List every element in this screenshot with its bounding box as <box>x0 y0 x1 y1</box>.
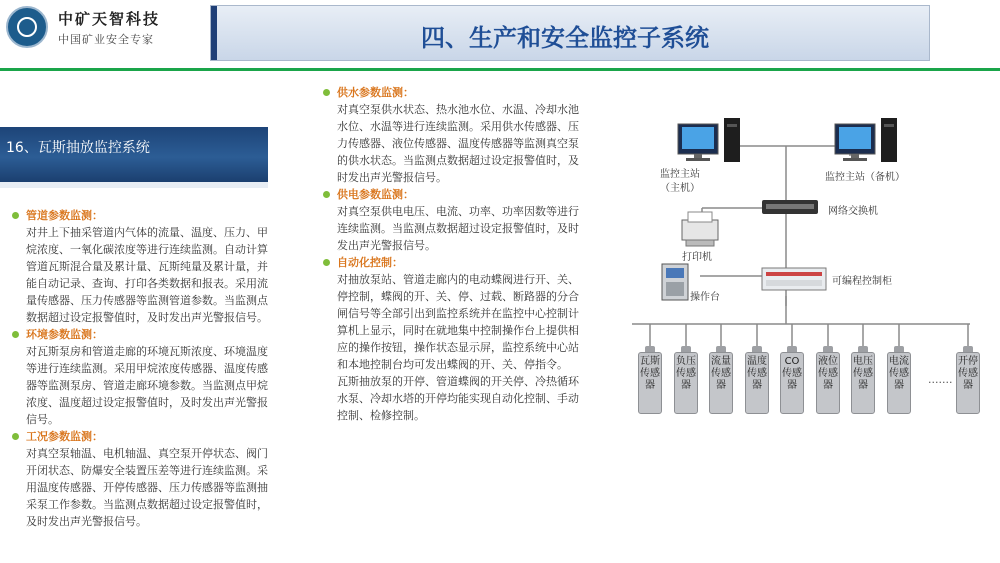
switch-label: 网络交换机 <box>828 206 878 217</box>
text-line: 数据超过设定报警值时，及时发出声光警报信号。 <box>26 311 268 324</box>
text-line: 连续监测。当监测点数据超过设定报警值时，及时 <box>337 222 579 235</box>
text-line: 烷浓度、一氧化碳浓度等进行连续监测。自动计算 <box>26 243 268 256</box>
text-line: 用温度传感器、开停传感器、压力传感器等监测抽 <box>26 481 268 494</box>
console-label: 操作台 <box>690 292 720 303</box>
system-diagram <box>590 96 1000 426</box>
text-line: 及时发出声光警报信号。 <box>26 515 147 528</box>
left-column <box>12 207 302 530</box>
text-line: 力传感器、液位传感器、温度传感器等监测真空泵 <box>337 137 579 150</box>
sensor-icon: CO传感器 <box>780 352 804 414</box>
text-line: 器等监测泵房、管道走廊环境参数。当监测点甲烷 <box>26 379 268 392</box>
plc-cabinet-icon <box>762 268 826 290</box>
sensor-icon: 温度传感器 <box>745 352 769 414</box>
brand-slogan: 中国矿业安全专家 <box>58 33 154 46</box>
section-title: 供电参数监测： <box>323 186 593 203</box>
sensor-icon: 负压传感器 <box>674 352 698 414</box>
banner-title: 16、瓦斯抽放监控系统 <box>6 140 150 156</box>
main-host-label-line1: 监控主站 <box>660 169 700 180</box>
backup-host-label: 监控主站（备机） <box>825 172 905 183</box>
section-body <box>12 445 302 530</box>
text-line: 开闭状态、防爆安全装置压差等进行连续监测。采 <box>26 464 268 477</box>
sensor-icon: 电流传感器 <box>887 352 911 414</box>
title-accent-bar <box>211 6 217 60</box>
sensor-icon: 流量传感器 <box>709 352 733 414</box>
header <box>0 0 1000 70</box>
page-title: 四、生产和安全监控子系统 <box>421 24 709 52</box>
printer-icon <box>682 212 718 246</box>
section-title: 自动化控制： <box>323 254 593 271</box>
text-line: 闸信号等全部引出到监控系统并在监控中心控制计 <box>337 307 579 320</box>
text-line: 时发出声光警报信号。 <box>337 171 447 184</box>
sensor-ellipsis: ······· <box>928 376 953 389</box>
backup-host-icon <box>835 118 897 162</box>
text-line: 的供水状态。当监测点数据超过设定报警值时，及 <box>337 154 579 167</box>
text-line: 浓度、温度超过设定报警值时，及时发出声光警报 <box>26 396 268 409</box>
section-body <box>12 343 302 428</box>
middle-column <box>323 84 593 424</box>
text-line: 发出声光警报信号。 <box>337 239 436 252</box>
network-switch-icon <box>762 200 818 214</box>
text-line: 算机上显示，同时在就地集中控制操作台上提供相 <box>337 324 579 337</box>
section-body-extra <box>323 373 593 424</box>
text-line: 应的操作按钮，操作状态显示屏，监控系统中心站 <box>337 341 579 354</box>
section-body <box>323 271 593 373</box>
printer-label: 打印机 <box>682 252 712 263</box>
text-line: 量传感器、压力传感器等监测管道参数。当监测点 <box>26 294 268 307</box>
plc-label: 可编程控制柜 <box>832 276 892 287</box>
text-line: 对井上下抽采管道内气体的流量、温度、压力、甲 <box>26 226 268 239</box>
section-title: 供水参数监测： <box>323 84 593 101</box>
text-line: 信号。 <box>26 413 59 426</box>
section-banner <box>0 127 268 182</box>
text-line: 对真空泵供水状态、热水池水位、水温、冷却水池 <box>337 103 579 116</box>
text-line: 对抽放泵站、管道走廊内的电动蝶阀进行开、关、 <box>337 273 579 286</box>
text-line: 能自动记录、查询、打印各类数据和报表。采用流 <box>26 277 268 290</box>
main-host-label-line2: （主机） <box>660 183 700 194</box>
main-host-icon <box>678 118 740 162</box>
sensor-icon: 液位传感器 <box>816 352 840 414</box>
text-line: 控制、检修控制。 <box>337 409 425 422</box>
sensor-icon: 开停传感器 <box>956 352 980 414</box>
text-line: 停控制，蝶阀的开、关、停、过载、断路器的分合 <box>337 290 579 303</box>
text-line: 对瓦斯泵房和管道走廊的环境瓦斯浓度、环境温度 <box>26 345 268 358</box>
sensor-icon: 瓦斯传感器 <box>638 352 662 414</box>
text-line: 瓦斯抽放泵的开停、管道蝶阀的开关停、冷热循环 <box>337 375 579 388</box>
title-box <box>210 5 930 61</box>
text-line: 等进行连续监测。采用甲烷浓度传感器、温度传感 <box>26 362 268 375</box>
main-host-label <box>660 168 700 196</box>
section-title: 管道参数监测： <box>12 207 302 224</box>
text-line: 管道瓦斯混合量及累计量、瓦斯纯量及累计量，并 <box>26 260 268 273</box>
banner-stripe <box>0 182 268 188</box>
section-title: 环境参数监测： <box>12 326 302 343</box>
section-body <box>323 101 593 186</box>
brand-name: 中矿天智科技 <box>58 10 161 28</box>
text-line: 对真空泵供电电压、电流、功率、功率因数等进行 <box>337 205 579 218</box>
section-body <box>12 224 302 326</box>
section-body <box>323 203 593 254</box>
divider <box>0 68 1000 71</box>
text-line: 和本地控制台均可发出蝶阀的开、关、停指令。 <box>337 358 568 371</box>
text-line: 对真空泵轴温、电机轴温、真空泵开停状态、阀门 <box>26 447 268 460</box>
text-line: 水位、水温等进行连续监测。采用供水传感器、压 <box>337 120 579 133</box>
text-line: 水泵、冷却水塔的开停均能实现自动化控制、手动 <box>337 392 579 405</box>
company-logo <box>6 6 48 48</box>
section-title: 工况参数监测： <box>12 428 302 445</box>
console-icon <box>662 264 688 300</box>
text-line: 采泵工作参数。当监测点数据超过设定报警值时， <box>26 498 268 511</box>
sensor-icon: 电压传感器 <box>851 352 875 414</box>
